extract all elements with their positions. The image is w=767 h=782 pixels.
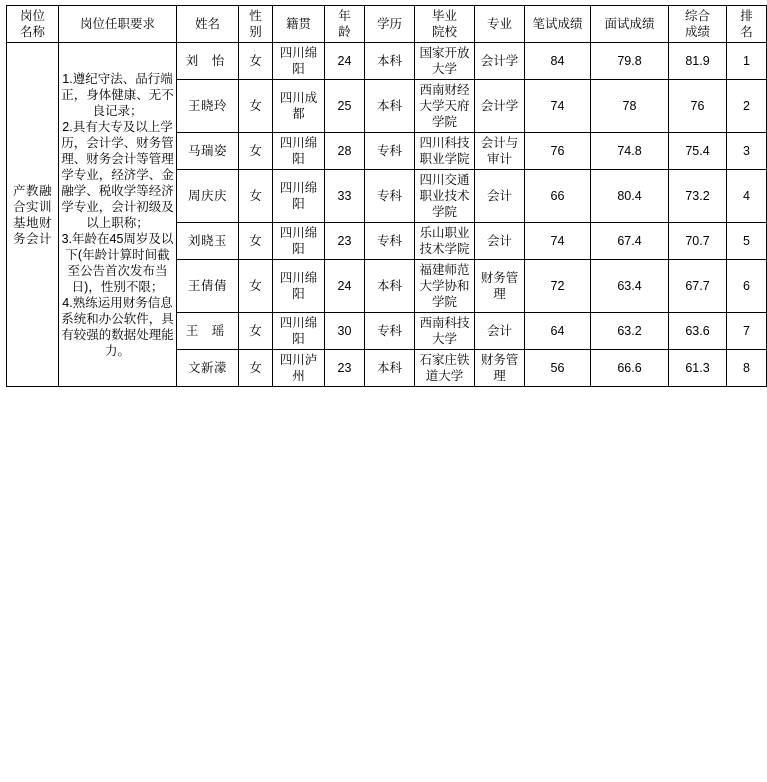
cell-education: 本科: [365, 43, 415, 80]
cell-school: 西南科技大学: [415, 313, 475, 350]
cell-interview-score: 80.4: [591, 170, 669, 223]
cell-education: 本科: [365, 80, 415, 133]
cell-candidate-name: 刘 怡: [177, 43, 239, 80]
requirement-line: 2.具有大专及以上学历，会计学、财务管理、财务会计等管理学专业，经济学、金融学、税收学等经济学专业，会计初级及以上职称；: [61, 119, 174, 230]
column-header-school-line1: 毕业: [431, 9, 457, 23]
cell-origin: 四川绵阳: [273, 313, 325, 350]
cell-sex: 女: [239, 80, 273, 133]
cell-education: 专科: [365, 133, 415, 170]
cell-rank: 2: [727, 80, 767, 133]
cell-rank: 3: [727, 133, 767, 170]
cell-sex: 女: [239, 223, 273, 260]
table-body: [7, 43, 767, 387]
cell-school: 福建师范大学协和学院: [415, 260, 475, 313]
column-header-age-line1: 年: [338, 9, 351, 23]
column-header-education: 学历: [365, 6, 415, 43]
cell-education: 专科: [365, 170, 415, 223]
cell-school: 四川科技职业学院: [415, 133, 475, 170]
cell-age: 23: [325, 223, 365, 260]
cell-rank: 7: [727, 313, 767, 350]
cell-interview-score: 67.4: [591, 223, 669, 260]
cell-requirements: [59, 43, 177, 387]
column-header-age: [325, 6, 365, 43]
cell-written-score: 72: [525, 260, 591, 313]
cell-major: 会计学: [475, 80, 525, 133]
column-header-rank-line1: 排: [740, 9, 753, 23]
cell-total-score: 76: [669, 80, 727, 133]
cell-candidate-name: 王 瑶: [177, 313, 239, 350]
cell-age: 23: [325, 350, 365, 387]
cell-age: 25: [325, 80, 365, 133]
table-header: [7, 6, 767, 43]
column-header-origin: 籍贯: [273, 6, 325, 43]
cell-education: 本科: [365, 260, 415, 313]
cell-rank: 6: [727, 260, 767, 313]
cell-school: 乐山职业技术学院: [415, 223, 475, 260]
cell-interview-score: 79.8: [591, 43, 669, 80]
cell-education: 本科: [365, 350, 415, 387]
requirement-line: 4.熟练运用财务信息系统和办公软件，具有较强的数据处理能力。: [61, 295, 174, 358]
cell-post-name: 产教融合实训基地财务会计: [7, 43, 59, 387]
column-header-total-score-line2: 成绩: [684, 25, 710, 39]
cell-written-score: 64: [525, 313, 591, 350]
column-header-major: 专业: [475, 6, 525, 43]
cell-age: 28: [325, 133, 365, 170]
table-row: [7, 43, 767, 80]
cell-sex: 女: [239, 313, 273, 350]
cell-interview-score: 74.8: [591, 133, 669, 170]
cell-written-score: 74: [525, 80, 591, 133]
column-header-age-line2: 龄: [338, 25, 351, 39]
cell-rank: 4: [727, 170, 767, 223]
cell-education: 专科: [365, 313, 415, 350]
column-header-school: [415, 6, 475, 43]
cell-major: 会计: [475, 170, 525, 223]
cell-interview-score: 66.6: [591, 350, 669, 387]
column-header-total-score: [669, 6, 727, 43]
cell-candidate-name: 周庆庆: [177, 170, 239, 223]
cell-origin: 四川绵阳: [273, 133, 325, 170]
cell-origin: 四川绵阳: [273, 260, 325, 313]
cell-interview-score: 78: [591, 80, 669, 133]
cell-sex: 女: [239, 170, 273, 223]
cell-age: 30: [325, 313, 365, 350]
column-header-sex-line2: 别: [249, 25, 262, 39]
column-header-rank: [727, 6, 767, 43]
column-header-interview-score: 面试成绩: [591, 6, 669, 43]
cell-origin: 四川绵阳: [273, 223, 325, 260]
cell-total-score: 67.7: [669, 260, 727, 313]
column-header-school-line2: 院校: [431, 25, 457, 39]
column-header-total-score-line1: 综合: [684, 9, 710, 23]
cell-sex: 女: [239, 260, 273, 313]
requirement-line: 1.遵纪守法、品行端正，身体健康、无不良记录；: [61, 71, 174, 118]
cell-written-score: 74: [525, 223, 591, 260]
column-header-post-name: [7, 6, 59, 43]
cell-major: 会计: [475, 313, 525, 350]
cell-school: 四川交通职业技术学院: [415, 170, 475, 223]
cell-major: 会计: [475, 223, 525, 260]
column-header-post-name-line1: 岗位: [19, 9, 45, 23]
cell-school: 西南财经大学天府学院: [415, 80, 475, 133]
cell-total-score: 75.4: [669, 133, 727, 170]
cell-candidate-name: 马瑞姿: [177, 133, 239, 170]
cell-total-score: 70.7: [669, 223, 727, 260]
cell-school: 国家开放大学: [415, 43, 475, 80]
cell-written-score: 76: [525, 133, 591, 170]
cell-candidate-name: 王晓玲: [177, 80, 239, 133]
cell-major: 财务管理: [475, 350, 525, 387]
cell-interview-score: 63.4: [591, 260, 669, 313]
cell-candidate-name: 王倩倩: [177, 260, 239, 313]
cell-origin: 四川绵阳: [273, 43, 325, 80]
cell-major: 会计与审计: [475, 133, 525, 170]
column-header-sex: [239, 6, 273, 43]
cell-origin: 四川成都: [273, 80, 325, 133]
cell-sex: 女: [239, 350, 273, 387]
cell-education: 专科: [365, 223, 415, 260]
column-header-sex-line1: 性: [249, 9, 262, 23]
cell-interview-score: 63.2: [591, 313, 669, 350]
cell-total-score: 63.6: [669, 313, 727, 350]
cell-written-score: 56: [525, 350, 591, 387]
cell-rank: 5: [727, 223, 767, 260]
cell-total-score: 73.2: [669, 170, 727, 223]
cell-school: 石家庄铁道大学: [415, 350, 475, 387]
column-header-written-score: 笔试成绩: [525, 6, 591, 43]
cell-sex: 女: [239, 43, 273, 80]
column-header-post-name-line2: 名称: [19, 25, 45, 39]
candidate-results-table: [6, 5, 767, 387]
cell-written-score: 66: [525, 170, 591, 223]
cell-age: 33: [325, 170, 365, 223]
cell-sex: 女: [239, 133, 273, 170]
cell-origin: 四川绵阳: [273, 170, 325, 223]
cell-rank: 1: [727, 43, 767, 80]
requirement-line: 3.年龄在45周岁及以下(年龄计算时间截至公告首次发布当日)，性别不限；: [61, 231, 174, 294]
cell-origin: 四川泸州: [273, 350, 325, 387]
cell-major: 财务管理: [475, 260, 525, 313]
cell-total-score: 61.3: [669, 350, 727, 387]
cell-candidate-name: 文新濛: [177, 350, 239, 387]
column-header-name: 姓名: [177, 6, 239, 43]
cell-total-score: 81.9: [669, 43, 727, 80]
cell-major: 会计学: [475, 43, 525, 80]
cell-written-score: 84: [525, 43, 591, 80]
table-header-row: [7, 6, 767, 43]
cell-age: 24: [325, 260, 365, 313]
cell-age: 24: [325, 43, 365, 80]
column-header-requirements: 岗位任职要求: [59, 6, 177, 43]
cell-rank: 8: [727, 350, 767, 387]
cell-candidate-name: 刘晓玉: [177, 223, 239, 260]
column-header-rank-line2: 名: [740, 25, 753, 39]
